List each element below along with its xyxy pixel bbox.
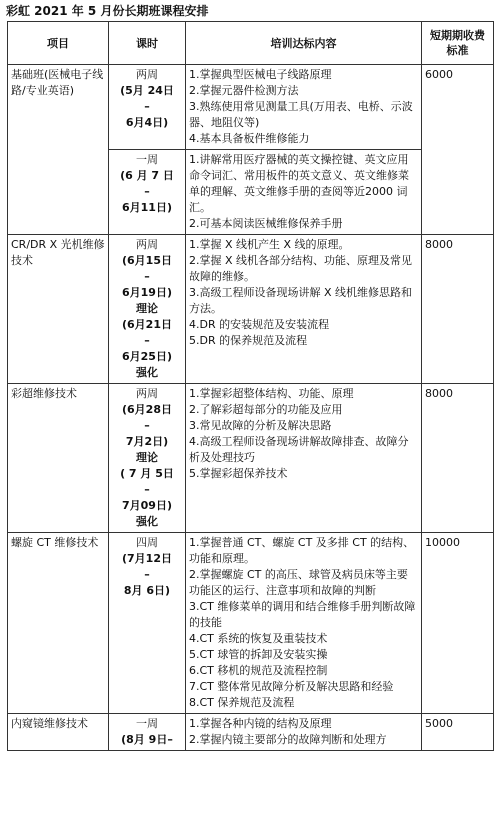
header-row [8, 22, 494, 65]
content-line: 2.了解彩超每部分的功能及应用 [189, 403, 343, 416]
hours-line: 一周 [136, 717, 158, 730]
course-item: 螺旋 CT 维修技术 [8, 533, 109, 714]
course-fee: 6000 [422, 65, 494, 235]
content-line: 5.DR 的保养规范及流程 [189, 334, 308, 347]
content-line: 1.掌握普通 CT、螺旋 CT 及多排 CT 的结构、功能和原理。 [189, 536, 415, 565]
hours-line: 6月25日) [122, 350, 172, 363]
content-line: 7.CT 整体常见故障分析及解决思路和经验 [189, 680, 394, 693]
course-hours [109, 235, 186, 384]
table-row [8, 714, 494, 751]
content-line: 2.掌握螺旋 CT 的高压、球管及病员床等主要功能区的运行、注意事项和故障的判断 [189, 568, 408, 597]
hours-line: 6月19日) [122, 286, 172, 299]
hours-line: (7月12日 [122, 552, 172, 565]
hours-line: 理论 [136, 451, 158, 464]
content-line: 3.熟练使用常见测量工具(万用表、电桥、示波器、地阻仪等) [189, 100, 413, 129]
course-fee: 8000 [422, 235, 494, 384]
training-content [186, 65, 422, 150]
hours-line: ( 7 月 5日 [120, 467, 174, 480]
content-line: 3.CT 维修菜单的调用和结合维修手册判断故障的技能 [189, 600, 416, 629]
header-item: 项目 [8, 22, 109, 65]
hours-line: 7月09日) [122, 499, 172, 512]
course-item: 内窥镜维修技术 [8, 714, 109, 751]
hours-line: – [144, 483, 150, 496]
hours-line: 强化 [136, 515, 158, 528]
course-hours [109, 714, 186, 751]
training-content [186, 235, 422, 384]
hours-line: (6月15日 [122, 254, 172, 267]
content-line: 1.掌握典型医械电子线路原理 [189, 68, 332, 81]
hours-line: 6月11日) [122, 201, 172, 214]
course-fee: 5000 [422, 714, 494, 751]
hours-line: – [144, 270, 150, 283]
table-row [8, 384, 494, 533]
content-line: 2.掌握 X 线机各部分结构、功能、原理及常见故障的维修。 [189, 254, 413, 283]
content-line: 2.掌握元器件检测方法 [189, 84, 299, 97]
training-content [186, 533, 422, 714]
course-item: 基础班(医械电子线路/专业英语) [8, 65, 109, 235]
training-content [186, 150, 422, 235]
course-fee: 8000 [422, 384, 494, 533]
course-hours [109, 65, 186, 150]
course-hours [109, 533, 186, 714]
course-hours [109, 384, 186, 533]
content-line: 4.DR 的安装规范及安装流程 [189, 318, 330, 331]
hours-line: – [144, 185, 150, 198]
document-title: 彩虹 2021 年 5 月份长期班课程安排 [6, 4, 209, 18]
content-line: 6.CT 移机的规范及流程控制 [189, 664, 328, 677]
content-line: 1.掌握彩超整体结构、功能、原理 [189, 387, 354, 400]
hours-line: 两周 [136, 238, 158, 251]
content-line: 1.掌握 X 线机产生 X 线的原理。 [189, 238, 350, 251]
content-line: 3.高级工程师设备现场讲解 X 线机维修思路和方法。 [189, 286, 413, 315]
table-row [8, 533, 494, 714]
hours-line: 强化 [136, 366, 158, 379]
header-hours: 课时 [109, 22, 186, 65]
hours-line: 两周 [136, 68, 158, 81]
hours-line: – [144, 568, 150, 581]
content-line: 4.高级工程师设备现场讲解故障排查、故障分析及处理技巧 [189, 435, 409, 464]
content-line: 4.CT 系统的恢复及重装技术 [189, 632, 328, 645]
table-row [8, 65, 494, 150]
course-hours [109, 150, 186, 235]
course-fee: 10000 [422, 533, 494, 714]
content-line: 1.掌握各种内镜的结构及原理 [189, 717, 332, 730]
hours-line: 四周 [136, 536, 158, 549]
hours-line: – [144, 334, 150, 347]
content-line: 5.CT 球管的拆卸及安装实操 [189, 648, 328, 661]
content-line: 3.常见故障的分析及解决思路 [189, 419, 332, 432]
hours-line: (6月28日 [122, 403, 172, 416]
hours-line: – [144, 419, 150, 432]
hours-line: (6月21日 [122, 318, 172, 331]
content-line: 2.掌握内镜主要部分的故障判断和处理方 [189, 733, 387, 746]
training-content [186, 714, 422, 751]
header-content: 培训达标内容 [186, 22, 422, 65]
content-line: 2.可基本阅读医械维修保养手册 [189, 217, 343, 230]
hours-line: 理论 [136, 302, 158, 315]
course-item: CR/DR X 光机维修技术 [8, 235, 109, 384]
content-line: 5.掌握彩超保养技术 [189, 467, 288, 480]
content-line: 4.基本具备板件维修能力 [189, 132, 310, 145]
content-line: 8.CT 保养规范及流程 [189, 696, 295, 709]
content-line: 1.讲解常用医疗器械的英文操控键、英文应用命令词汇、常用板件的英文意义、英文维修菜单的理解、英文维修手册的查阅等近2000 词汇。 [189, 153, 409, 214]
hours-line: 7月2日) [125, 435, 169, 448]
hours-line: – [144, 100, 150, 113]
hours-line: (8月 9日– [121, 733, 173, 746]
hours-line: (5月 24日 [120, 84, 174, 97]
training-content [186, 384, 422, 533]
hours-line: 两周 [136, 387, 158, 400]
hours-line: 8月 6日) [123, 584, 171, 597]
course-item: 彩超维修技术 [8, 384, 109, 533]
header-fee: 短期期收费标准 [422, 22, 494, 65]
hours-line: 6月4日) [125, 116, 169, 129]
course-schedule-table [7, 21, 494, 751]
table-row [8, 235, 494, 384]
hours-line: (6 月 7 日 [120, 169, 174, 182]
hours-line: 一周 [136, 153, 158, 166]
